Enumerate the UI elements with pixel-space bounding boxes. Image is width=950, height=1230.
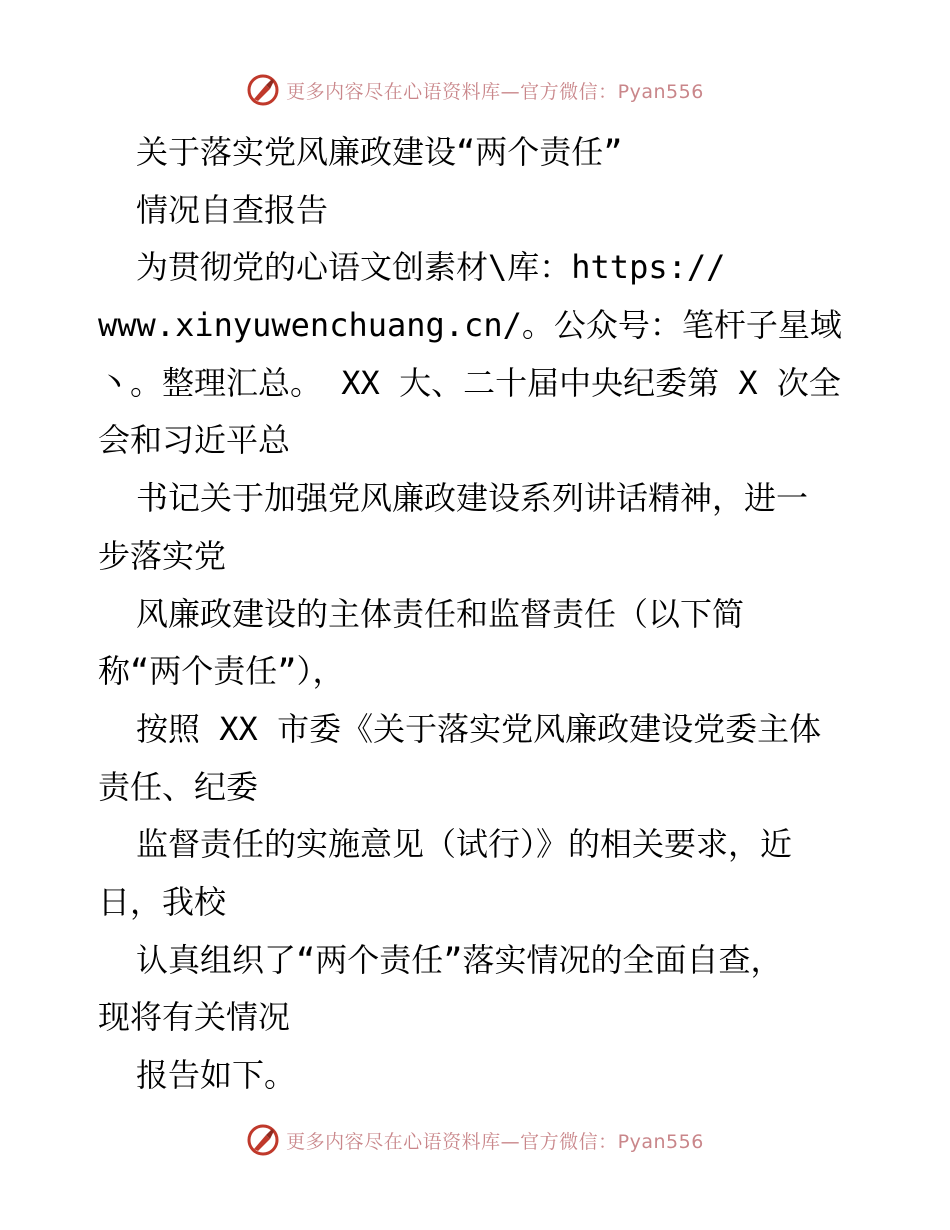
document-body (98, 124, 858, 1105)
doc-paragraph-line: 会和习近平总 (98, 421, 291, 460)
doc-paragraph-line: 监督责任的实施意见（试行）》的相关要求，近 (136, 825, 793, 864)
doc-paragraph-line: 书记关于加强党风廉政建设系列讲话精神，进一 (136, 479, 809, 518)
header-banner (0, 70, 950, 110)
pen-nib-logo-icon (246, 1123, 280, 1157)
header-banner-text: 更多内容尽在心语资料库—官方微信：Pyan556 (286, 80, 704, 103)
doc-paragraph-line: 为贯彻党的心语文创素材\库：https:// (136, 248, 726, 287)
doc-paragraph-line: 称“两个责任”）， (98, 652, 345, 691)
footer-banner (0, 1120, 950, 1160)
doc-paragraph-line: 丶。整理汇总。 XX 大、二十届中央纪委第 X 次全 (98, 363, 841, 402)
doc-title-line-1: 关于落实党风廉政建设“两个责任” (136, 133, 623, 171)
doc-paragraph-line: 现将有关情况 (98, 998, 291, 1037)
doc-paragraph-line: 责任、纪委 (98, 767, 259, 806)
doc-paragraph-line: 认真组织了“两个责任”落实情况的全面自查， (136, 940, 783, 979)
doc-paragraph-line: 按照 XX 市委《关于落实党风廉政建设党委主体 (136, 709, 822, 748)
doc-paragraph-line: 风廉政建设的主体责任和监督责任（以下简 (136, 594, 745, 633)
pen-nib-logo-icon (246, 73, 280, 107)
doc-title-line-2: 情况自查报告 (136, 190, 329, 229)
footer-banner-text: 更多内容尽在心语资料库—官方微信：Pyan556 (286, 1130, 704, 1153)
doc-paragraph-line: 步落实党 (98, 536, 227, 575)
doc-paragraph-line: www.xinyuwenchuang.cn/。公众号：笔杆子星域 (98, 306, 842, 345)
doc-paragraph-line: 日，我校 (98, 882, 227, 921)
doc-paragraph-line: 报告如下。 (136, 1056, 297, 1094)
